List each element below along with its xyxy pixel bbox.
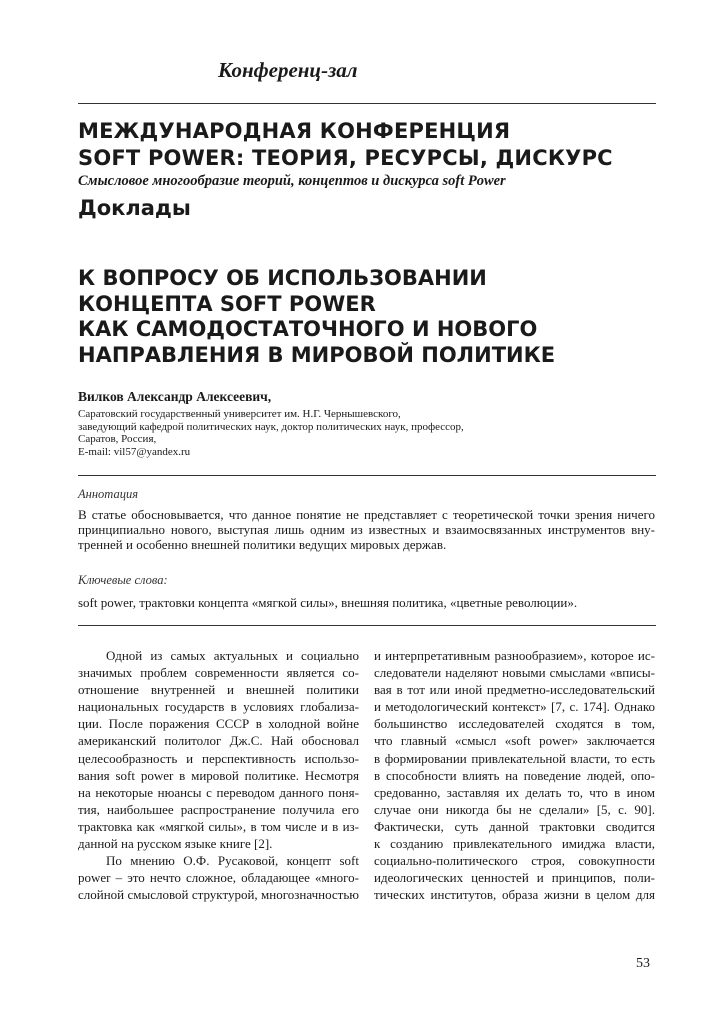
page-number: 53 bbox=[636, 956, 650, 971]
body-line: отношение внутренней и внешней политики bbox=[78, 682, 359, 698]
body-line: в формировании привлекательной власти, то есть bbox=[374, 750, 655, 766]
body-line: тия, наибольшее распространение получила его bbox=[78, 801, 359, 817]
article-title-line: КАК САМОДОСТАТОЧНОГО И НОВОГО bbox=[78, 317, 538, 341]
header-rule bbox=[78, 103, 656, 104]
author-affiliation bbox=[78, 408, 464, 458]
body-line: целесообразность и перспективность использо- bbox=[78, 750, 359, 766]
body-line: национальных государств в условиях глобализа- bbox=[78, 699, 359, 715]
body-line: По мнению О.Ф. Русаковой, концепт soft bbox=[106, 853, 359, 869]
abstract-line: В статье обосновывается, что данное понятие не представляет с теоретической точки зрения ничего bbox=[78, 507, 655, 522]
abstract-line: принципиально нового, выступая лишь одним из известных и взаимосвязанных инструментов вну- bbox=[78, 522, 655, 537]
body-column-left bbox=[78, 647, 359, 903]
conference-title-line: МЕЖДУНАРОДНАЯ КОНФЕРЕНЦИЯ bbox=[78, 119, 511, 143]
keywords-label: Ключевые слова: bbox=[78, 573, 168, 587]
body-line: вания soft power в мировой политике. Несмотря bbox=[78, 767, 359, 783]
section-title: Конференц-зал bbox=[218, 58, 358, 82]
body-line: данной на русском языке книге [2]. bbox=[78, 836, 273, 852]
body-line: идеологических ценностей и принципов, поли- bbox=[374, 870, 655, 886]
article-title-line: К ВОПРОСУ ОБ ИСПОЛЬЗОВАНИИ bbox=[78, 266, 487, 290]
author-name: Вилков Александр Алексеевич, bbox=[78, 389, 272, 404]
body-line: трактовка как «мягкой силы», в том числе и в из- bbox=[78, 818, 359, 834]
body-column-right bbox=[374, 647, 655, 903]
article-title-line: КОНЦЕПТА SOFT POWER bbox=[78, 291, 376, 316]
section-heading: Доклады bbox=[78, 196, 191, 220]
keywords-text: soft power, трактовки концепта «мягкой силы», внешняя политика, «цветные революции». bbox=[78, 595, 578, 610]
conference-title bbox=[78, 118, 613, 172]
body-line: и методологический контекст» [7, с. 174]. Однако bbox=[374, 699, 655, 715]
conference-subtitle: Смысловое многообразие теорий, концептов и дискурса soft Power bbox=[78, 173, 506, 189]
abstract-line: тренней и особенно внешней политики ведущих мировых держав. bbox=[78, 537, 447, 552]
body-line: средованно, заставляя их делать то, что в ином bbox=[374, 784, 655, 800]
body-line: ции. После поражения СССР в холодной войне bbox=[78, 716, 359, 732]
body-line: американский политолог Дж.С. Най обосновал bbox=[78, 733, 359, 749]
body-line: на некоторые нюансы с переводом данного поня- bbox=[78, 784, 359, 800]
body-line: случае они никогда бы не сделали» [5, с. 90]. bbox=[374, 801, 655, 817]
body-line: в способности влиять на поведение людей, опо- bbox=[374, 767, 655, 783]
body-line: и интерпретативным разнообразием», которое ис- bbox=[374, 648, 655, 663]
body-line: вая в тот или иной предметно-исследовательский bbox=[374, 682, 655, 698]
affiliation-line: Саратовский государственный университет им. Н.Г. Чернышевского, bbox=[78, 408, 401, 420]
abstract-label: Аннотация bbox=[78, 487, 139, 501]
abstract-rule bbox=[78, 475, 656, 476]
body-line: большинство исследователей сходятся в том, bbox=[374, 716, 655, 732]
body-line: Одной из самых актуальных и социально bbox=[106, 648, 359, 663]
body-line: к созданию привлекательного имиджа власти, bbox=[374, 836, 655, 852]
article-title bbox=[78, 266, 555, 368]
abstract-text bbox=[78, 507, 655, 552]
body-line: значимых проблем современности является со- bbox=[78, 665, 359, 681]
author-email: E-mail: vil57@yandex.ru bbox=[78, 445, 191, 458]
body-line: социально-политического строя, совокупности bbox=[374, 853, 655, 869]
body-line: что главный «смысл «soft power» заключается bbox=[374, 733, 655, 749]
body-line: Фактически, суть данной трактовки сводится bbox=[374, 818, 655, 834]
body-line: power – это нечто сложное, обладающее «много- bbox=[78, 870, 359, 886]
affiliation-line: заведующий кафедрой политических наук, доктор политических наук, профессор, bbox=[78, 420, 464, 433]
affiliation-line: Саратов, Россия, bbox=[78, 433, 157, 445]
conference-title-line: SOFT POWER: ТЕОРИЯ, РЕСУРСЫ, ДИСКУРС bbox=[78, 146, 613, 170]
body-line: следователи наделяют новыми смыслами «вписы- bbox=[374, 665, 655, 681]
body-rule bbox=[78, 625, 656, 626]
body-line: слойной смысловой структурой, многозначностью bbox=[78, 887, 359, 903]
article-title-line: НАПРАВЛЕНИЯ В МИРОВОЙ ПОЛИТИКЕ bbox=[78, 342, 556, 367]
body-line: тических институтов, образа жизни в целом для bbox=[374, 887, 655, 903]
